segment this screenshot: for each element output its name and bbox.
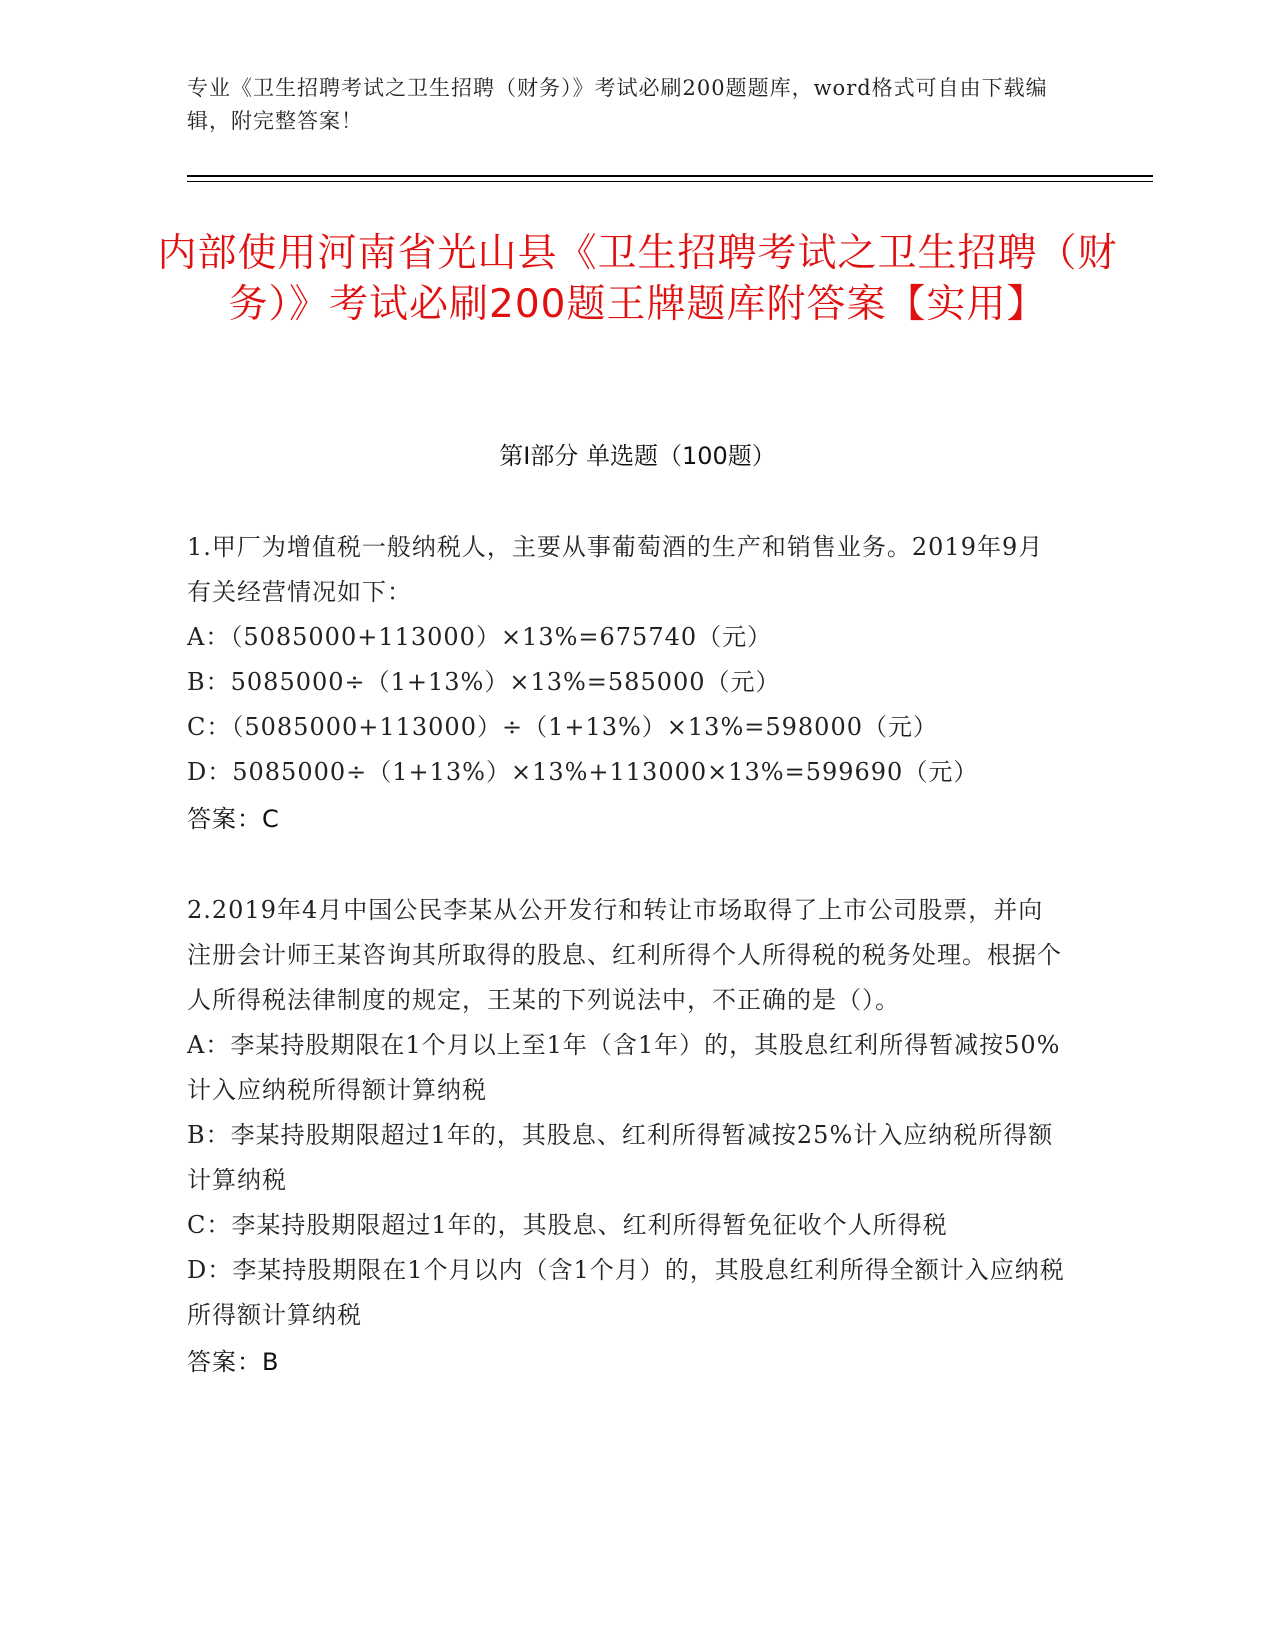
option-d: D：李某持股期限在1个月以内（含1个月）的，其股息红利所得全额计入应纳税所得额计算纳税 <box>187 1256 1065 1329</box>
answer: 答案：C <box>187 805 280 833</box>
header-divider-thick <box>187 175 1153 177</box>
question-stem: 2.2019年4月中国公民李某从公开发行和转让市场取得了上市公司股票，并向注册会计师王某咨询其所取得的股息、红利所得个人所得税的税务处理。根据个人所得税法律制度的规定，王某的下列说法中，不正确的是（）。 <box>187 896 1062 1014</box>
option-a: A：李某持股期限在1个月以上至1年（含1年）的，其股息红利所得暂减按50%计入应纳税所得额计算纳税 <box>187 1031 1061 1104</box>
question-2 <box>187 888 1067 1385</box>
header-divider-thin <box>187 181 1153 182</box>
option-c: C：李某持股期限超过1年的，其股息、红利所得暂免征收个人所得税 <box>187 1211 948 1239</box>
option-c: C：（5085000+113000）÷（1+13%）×13%=598000（元） <box>187 713 938 741</box>
section-heading: 第Ⅰ部分 单选题（100题） <box>499 442 776 470</box>
option-d: D：5085000÷（1+13%）×13%+113000×13%=599690（元） <box>187 758 979 786</box>
option-b: B：李某持股期限超过1年的，其股息、红利所得暂减按25%计入应纳税所得额计算纳税 <box>187 1121 1054 1194</box>
option-b: B：5085000÷（1+13%）×13%=585000（元） <box>187 668 781 696</box>
answer: 答案：B <box>187 1348 280 1376</box>
document-title: 内部使用河南省光山县《卫生招聘考试之卫生招聘（财务）》考试必刷200题王牌题库附答案【实用】 <box>157 231 1118 327</box>
header-note: 专业《卫生招聘考试之卫生招聘（财务）》考试必刷200题题库，word格式可自由下载编辑，附完整答案！ <box>187 76 1048 133</box>
question-stem: 1.甲厂为增值税一般纳税人，主要从事葡萄酒的生产和销售业务。2019年9月有关经营情况如下： <box>187 533 1044 606</box>
question-1 <box>187 525 1067 842</box>
option-a: A：（5085000+113000）×13%=675740（元） <box>187 623 773 651</box>
